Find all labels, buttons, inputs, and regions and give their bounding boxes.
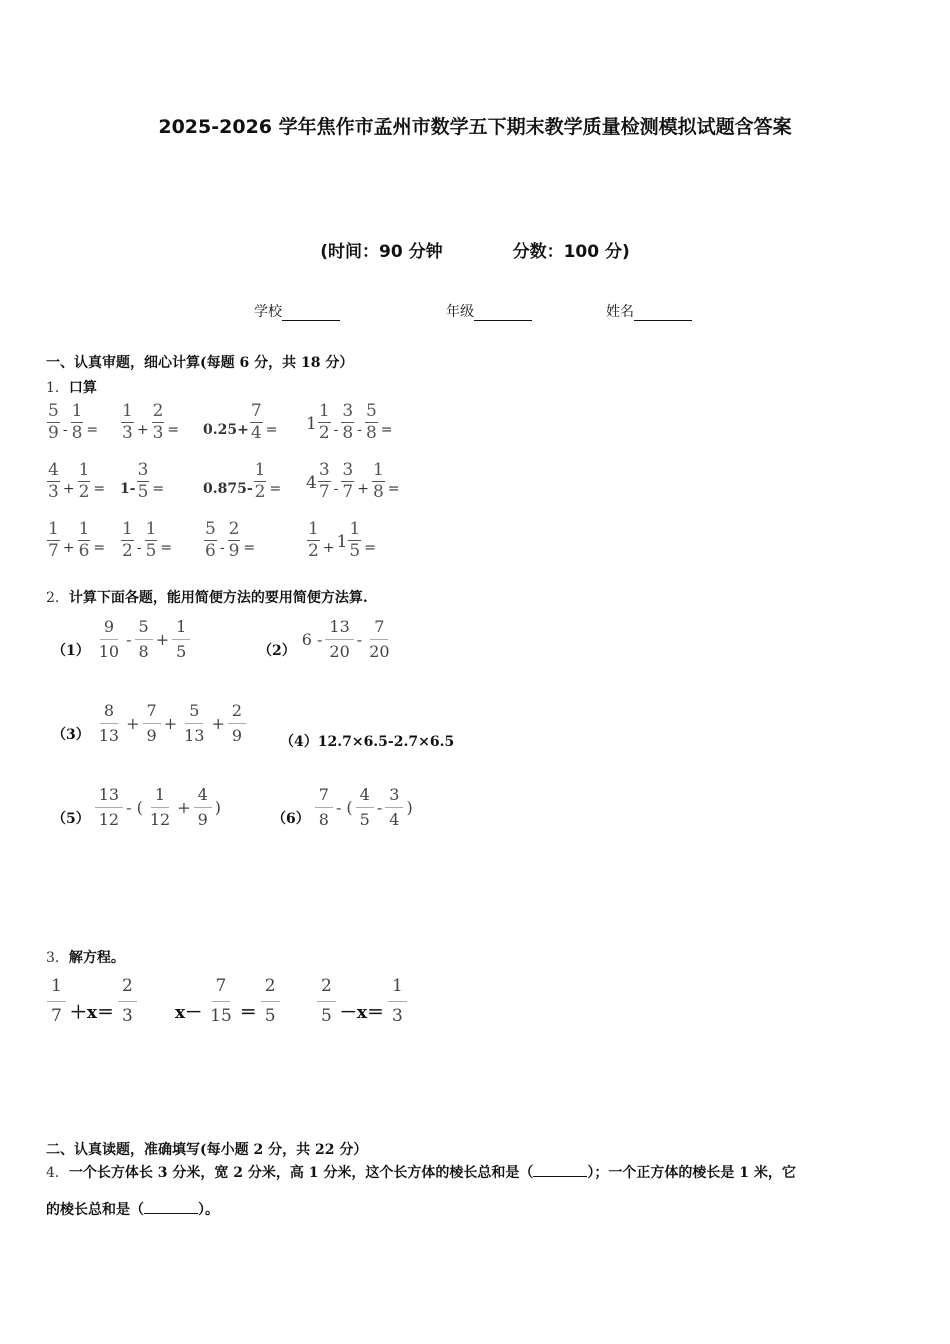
denominator: 6 [205, 541, 216, 561]
operator: = [387, 480, 400, 497]
denominator: 5 [349, 541, 361, 561]
fraction [95, 787, 123, 828]
numerator: 5 [185, 703, 203, 724]
expression-body [94, 703, 247, 744]
numerator: 1 [318, 401, 330, 421]
fraction [254, 462, 267, 501]
fraction [172, 619, 190, 660]
denominator: 15 [210, 1006, 232, 1026]
fraction [348, 521, 361, 560]
numerator: 3 [137, 460, 149, 480]
numerator: 1 [122, 401, 133, 421]
fraction [204, 521, 217, 560]
school-field[interactable] [254, 301, 340, 321]
operator: = [269, 480, 282, 497]
section-1-heading: 一、认真审题，细心计算(每题 6 分，共 18 分） [46, 355, 354, 371]
mental-expression [120, 403, 181, 442]
operator: = [93, 480, 106, 497]
numerator: 1 [71, 401, 83, 421]
whole-number: 1 [306, 413, 317, 434]
number-term: 0.875- [203, 480, 253, 497]
calculation-expression [52, 787, 223, 828]
operator: + [322, 539, 335, 556]
item-label: （3） [52, 727, 90, 743]
fraction [78, 521, 91, 560]
operator: = [93, 539, 106, 556]
numerator: 13 [95, 787, 123, 808]
denominator: 5 [137, 482, 149, 502]
exam-info [0, 237, 950, 262]
fraction [121, 403, 134, 442]
question-text: 口算 [68, 380, 97, 396]
operator: + [62, 480, 75, 497]
denominator: 9 [228, 541, 240, 561]
item-label: （2） [258, 643, 296, 659]
denominator: 5 [145, 541, 157, 561]
numerator: 1 [48, 519, 59, 539]
numerator: 5 [365, 401, 377, 421]
answer-blank-1[interactable] [533, 1164, 587, 1177]
operator: + [126, 714, 140, 733]
fraction [385, 787, 403, 828]
operator: - [333, 421, 339, 438]
number-term: 0.25+ [203, 421, 249, 438]
denominator: 2 [308, 541, 319, 561]
numerator: 7 [370, 619, 388, 640]
numerator: 4 [48, 460, 59, 480]
denominator: 5 [321, 1006, 332, 1026]
numerator: 13 [325, 619, 353, 640]
whole-number: 4 [306, 472, 317, 493]
denominator: 9 [231, 726, 243, 745]
denominator: 3 [391, 1006, 403, 1026]
denominator: 2 [318, 423, 330, 443]
fraction [250, 403, 263, 442]
exam-time: (时间：90 分钟 [320, 242, 443, 262]
fraction [228, 703, 246, 744]
question-4-text-a: 一个长方体长 3 分米，宽 2 分米，高 1 分米，这个长方体的棱长总和是（ [68, 1165, 534, 1181]
expression-body [314, 787, 415, 828]
numerator: 3 [318, 460, 330, 480]
question-1 [46, 377, 97, 397]
mental-expression [46, 521, 107, 560]
denominator: 7 [51, 1006, 62, 1026]
fraction [315, 787, 333, 828]
numerator: 8 [100, 703, 118, 724]
grade-label: 年级 [446, 304, 474, 320]
operator: x－ [175, 1003, 203, 1023]
denominator: 9 [146, 726, 157, 745]
name-field[interactable] [606, 301, 692, 321]
operator: + [155, 630, 170, 649]
name-label: 姓名 [606, 304, 634, 320]
numerator: 1 [388, 978, 407, 1002]
numerator: 5 [205, 519, 216, 539]
operator: - [333, 480, 339, 497]
mental-expression [306, 521, 378, 560]
question-number: 3． [46, 950, 69, 966]
operator: - ( [126, 798, 143, 817]
fraction [78, 462, 91, 501]
section-2-heading: 二、认真读题，准确填写(每小题 2 分，共 22 分） [46, 1142, 368, 1158]
question-number: 4． [46, 1165, 69, 1181]
denominator: 8 [71, 423, 83, 443]
denominator: 8 [365, 423, 377, 443]
fraction [388, 978, 407, 1025]
operator: + [177, 798, 191, 817]
operator: ) [406, 798, 413, 817]
operator: + [62, 539, 75, 556]
equation [316, 978, 408, 1025]
calculation-expression [258, 619, 395, 660]
denominator: 2 [122, 541, 133, 561]
fraction [180, 703, 208, 744]
item-label: （1） [52, 643, 90, 659]
mental-expression [203, 521, 257, 560]
calculation-expression [52, 619, 191, 660]
fraction [143, 703, 161, 744]
question-text: 解方程。 [68, 950, 125, 966]
fraction [121, 521, 134, 560]
mental-expression [306, 462, 402, 501]
mental-expression [203, 403, 279, 442]
operator: - [126, 630, 132, 649]
operator: ＋x＝ [69, 1003, 114, 1023]
fraction [194, 787, 212, 828]
expression-body [300, 619, 395, 660]
fraction [146, 787, 174, 828]
fraction [365, 619, 393, 660]
fraction [95, 703, 123, 744]
calculation-expression [52, 703, 247, 744]
mental-expression [46, 403, 100, 442]
expression-body [94, 619, 192, 660]
fraction [118, 978, 137, 1025]
denominator: 9 [197, 810, 208, 829]
numerator: 4 [194, 787, 212, 808]
denominator: 5 [359, 810, 370, 829]
denominator: 4 [250, 423, 262, 443]
fraction [318, 462, 331, 501]
question-number: 1． [46, 380, 69, 396]
fraction [135, 619, 153, 660]
mental-expression [120, 462, 166, 501]
numerator: 1 [349, 519, 361, 539]
numerator: 1 [308, 519, 319, 539]
operator: －x＝ [339, 1003, 384, 1023]
calculation-expression [272, 787, 415, 828]
denominator: 20 [369, 642, 390, 661]
operator: = [160, 539, 173, 556]
question-text: 计算下面各题，能用简便方法的要用简便方法算. [68, 590, 368, 606]
denominator: 10 [98, 642, 120, 661]
whole-number: 1 [336, 531, 348, 552]
numerator: 1 [78, 460, 90, 480]
number-term: 1- [120, 480, 136, 497]
denominator: 7 [48, 541, 59, 561]
question-4-text-b: ）；一个正方体的棱长是 1 米，它 [587, 1165, 796, 1181]
denominator: 3 [122, 423, 133, 443]
denominator: 5 [176, 642, 187, 661]
fraction [317, 978, 336, 1025]
fraction [47, 462, 60, 501]
fraction [47, 978, 66, 1025]
denominator: 2 [78, 482, 90, 502]
numerator: 5 [48, 401, 59, 421]
fraction [206, 978, 236, 1025]
numerator: 1 [254, 460, 266, 480]
denominator: 3 [48, 482, 59, 502]
operator: - [62, 421, 68, 438]
exam-score: 分数：100 分) [512, 242, 630, 262]
equation [46, 978, 138, 1025]
denominator: 7 [342, 482, 354, 502]
denominator: 4 [389, 810, 400, 829]
school-label: 学校 [254, 304, 282, 320]
item-label: （5） [52, 811, 90, 827]
numerator: 4 [356, 787, 374, 808]
denominator: 9 [48, 423, 59, 443]
mental-expression [120, 521, 174, 560]
operator: ＝ [239, 1003, 257, 1023]
fraction [341, 403, 354, 442]
question-4-line-1 [46, 1164, 796, 1182]
operator: = [86, 421, 99, 438]
numerator: 1 [78, 519, 90, 539]
denominator: 8 [342, 423, 354, 443]
fraction [47, 521, 60, 560]
question-2 [46, 587, 368, 607]
numerator: 1 [172, 619, 190, 640]
calculation-expression [280, 731, 458, 751]
fraction [341, 462, 354, 501]
answer-blank-2[interactable] [144, 1201, 198, 1214]
fraction [365, 403, 378, 442]
question-4-text-d: ）。 [198, 1202, 219, 1218]
question-4-line-2 [46, 1201, 219, 1219]
operator: - ( [335, 798, 353, 817]
fraction [145, 521, 158, 560]
grade-field[interactable] [446, 301, 532, 321]
denominator: 8 [372, 482, 384, 502]
denominator: 2 [254, 482, 266, 502]
operator: - [376, 798, 383, 817]
operator: + [211, 714, 225, 733]
numerator: 7 [315, 787, 333, 808]
operator: - [136, 539, 142, 556]
operator: - [356, 630, 363, 649]
numerator: 2 [118, 978, 137, 1002]
question-number: 2． [46, 590, 69, 606]
mental-expression [46, 462, 107, 501]
denominator: 8 [318, 810, 329, 829]
fraction [47, 403, 60, 442]
fraction [228, 521, 241, 560]
question-4-text-c: 的棱长总和是（ [46, 1202, 144, 1218]
operator: = [243, 539, 256, 556]
denominator: 13 [184, 726, 205, 745]
mental-expression [203, 462, 283, 501]
fraction [152, 403, 165, 442]
numerator: 1 [145, 519, 157, 539]
denominator: 6 [78, 541, 90, 561]
numerator: 7 [250, 401, 262, 421]
fraction [261, 978, 280, 1025]
item-label: （4）12.7×6.5-2.7×6.5 [280, 734, 455, 750]
operator: = [152, 480, 165, 497]
operator: = [265, 421, 278, 438]
numerator: 5 [135, 619, 153, 640]
fraction [318, 403, 331, 442]
operator: = [167, 421, 180, 438]
numerator: 2 [228, 519, 240, 539]
question-3 [46, 947, 125, 967]
denominator: 7 [318, 482, 330, 502]
numerator: 7 [212, 978, 231, 1002]
operator: - [357, 421, 362, 438]
denominator: 3 [121, 1006, 133, 1026]
numerator: 1 [372, 460, 384, 480]
numerator: 2 [317, 978, 336, 1002]
numerator: 3 [342, 401, 354, 421]
mental-expression [306, 403, 395, 442]
fraction [307, 521, 320, 560]
fraction [325, 619, 353, 660]
numerator: 2 [152, 401, 164, 421]
denominator: 13 [98, 726, 120, 745]
numerator: 3 [342, 460, 354, 480]
operator: 6 - [301, 630, 323, 649]
numerator: 1 [122, 519, 133, 539]
fraction [356, 787, 374, 828]
denominator: 5 [264, 1006, 276, 1026]
operator: + [163, 714, 178, 733]
operator: + [357, 480, 369, 497]
operator: + [136, 421, 149, 438]
fraction [95, 619, 123, 660]
operator: - [219, 539, 225, 556]
fraction [137, 462, 150, 501]
numerator: 2 [228, 703, 246, 724]
denominator: 20 [329, 642, 350, 661]
fraction [71, 403, 84, 442]
operator: ) [214, 798, 222, 817]
numerator: 7 [143, 703, 161, 724]
page-title: 2025-2026 学年焦作市孟州市数学五下期末教学质量检测模拟试题含答案 [158, 116, 792, 138]
denominator: 3 [152, 423, 164, 443]
numerator: 9 [100, 619, 118, 640]
denominator: 12 [98, 810, 120, 829]
numerator: 1 [47, 978, 66, 1002]
operator: = [380, 421, 393, 438]
denominator: 8 [138, 642, 149, 661]
numerator: 1 [151, 787, 169, 808]
operator: = [364, 539, 376, 556]
numerator: 2 [261, 978, 280, 1002]
numerator: 3 [385, 787, 403, 808]
equation [172, 978, 281, 1025]
fraction [372, 462, 385, 501]
expression-body [94, 787, 223, 828]
denominator: 12 [149, 810, 171, 829]
item-label: （6） [272, 811, 310, 827]
